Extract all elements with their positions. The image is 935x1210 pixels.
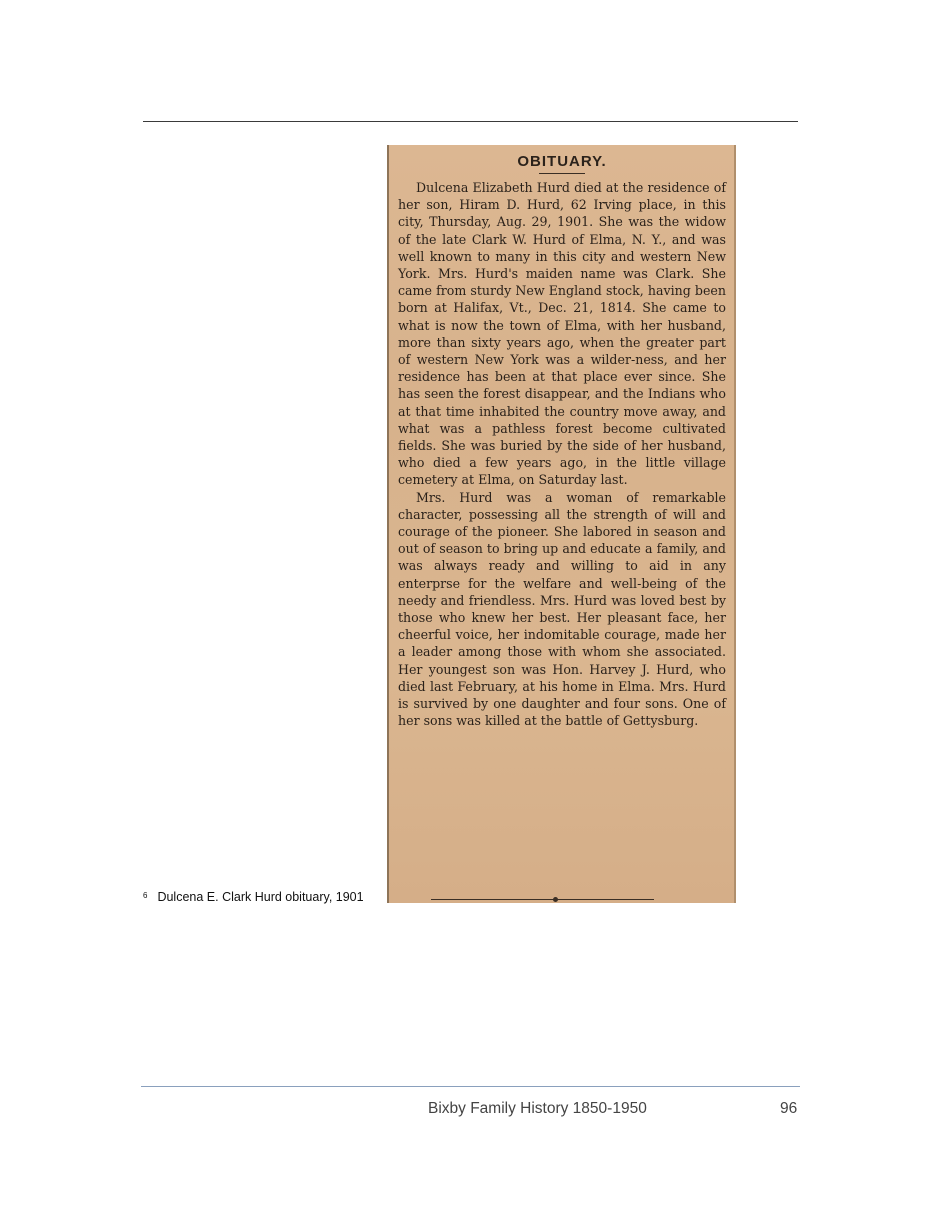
page-number: 96	[780, 1100, 798, 1117]
obituary-clipping-image	[387, 145, 736, 903]
clipping-title: OBITUARY.	[517, 153, 607, 170]
clipping-paragraph-2: Mrs. Hurd was a woman of remarkable character, possessing all the strength of will and courage of the pioneer. She labored in season and out of season to bring up and educate a family, and was always ready and willing to aid in any enterprse for the welfare and well-being of the needy and friendless. Mrs. Hurd was loved best by those who knew her best. Her pleasant face, her cheerful voice, her indomitable courage, made her a leader among those with whom she associated. Her youngest son was Hon. Harvey J. Hurd, who died last February, at his home in Elma. Mrs. Hurd is survived by one daughter and four sons. One of her sons was killed at the battle of Gettysburg.	[398, 489, 726, 729]
footnote-text: Dulcena E. Clark Hurd obituary, 1901	[157, 890, 364, 904]
clipping-end-dot	[553, 897, 558, 902]
footer-title: Bixby Family History 1850-1950	[428, 1100, 647, 1117]
header-rule	[143, 121, 798, 122]
footer-rule	[141, 1086, 800, 1087]
clipping-title-rule	[539, 173, 585, 174]
footnote	[143, 890, 364, 904]
clipping-end-rule	[431, 899, 654, 900]
footnote-number: 6	[143, 891, 148, 900]
clipping-paragraph-1: Dulcena Elizabeth Hurd died at the residence of her son, Hiram D. Hurd, 62 Irving place, in this city, Thursday, Aug. 29, 1901. She was the widow of the late Clark W. Hurd of Elma, N. Y., and was well known to many in this city and western New York. Mrs. Hurd's maiden name was Clark. She came from sturdy New England stock, having been born at Halifax, Vt., Dec. 21, 1814. She came to what is now the town of Elma, with her husband, more than sixty years ago, when the greater part of western New York was a wilder-ness, and her residence has been at that place ever since. She has seen the forest disappear, and the Indians who at that time inhabited the country move away, and what was a pathless forest become cultivated fields. She was buried by the side of her husband, who died a few years ago, in the little village cemetery at Elma, on Saturday last.	[398, 180, 726, 488]
